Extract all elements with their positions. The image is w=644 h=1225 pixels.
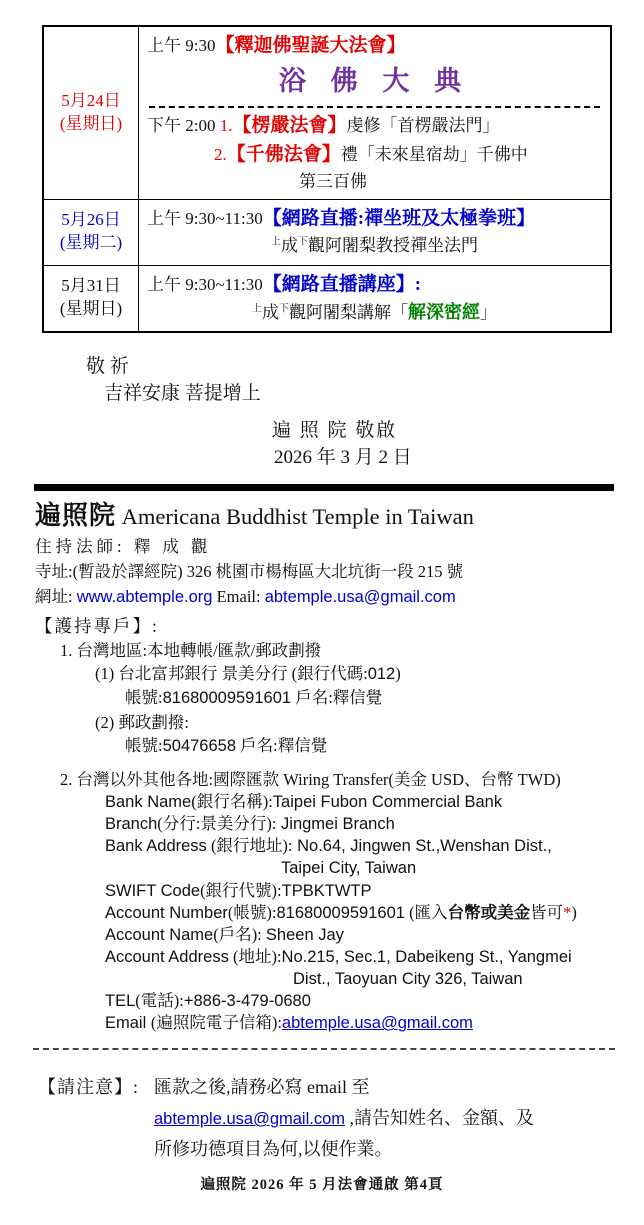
temple-info-block [35,499,644,610]
text-segment: 012 [367,665,396,683]
closing-block [86,353,644,472]
temple-web-email [35,585,644,610]
text-segment: Taipei Fubon Commercial Bank [272,793,503,812]
text-segment: 住持法師: 釋 成 觀 [35,537,212,557]
text-segment: Taipei City, Taiwan [281,859,417,878]
account-number-line [105,902,644,924]
text-segment: Branch [105,815,158,834]
text-segment: Account Address [105,947,229,966]
date-text: 5月31日 [61,276,121,296]
table-row [44,265,610,331]
date-cell [44,200,139,265]
text-segment: 寺址:(暫設於譯經院) 326 桃園市楊梅區大北坑街一段 215 號 [35,562,464,582]
date-cell [44,266,139,331]
swift-code-line [105,880,644,902]
text-segment: Dist., Taoyuan City 326, Taiwan [293,969,523,988]
text-segment: Email: [212,586,265,606]
text-segment: 上午 9:30~11:30 [147,274,263,294]
text-segment: Account Name [105,925,214,944]
text-segment: 遍 照 院 敬啟 [272,419,398,441]
closing-line [104,380,644,408]
notice-label [38,1072,154,1164]
event-line [147,271,602,300]
text-segment: 50476658 [162,737,237,756]
text-segment: (2) 郵政劃撥: [95,712,189,732]
text-segment: 1. [219,116,233,135]
text-segment: 浴 佛 大 典 [278,65,471,96]
text-segment: 虔修「首楞嚴法門」 [346,116,500,135]
event-line [147,112,602,141]
text-segment: 下 [279,303,289,315]
text-segment: Americana Buddhist Temple in Taiwan [116,503,474,529]
donation-heading [35,614,644,639]
text-segment: 」 [480,303,497,322]
text-segment: 戶名:釋信覺 [236,736,328,756]
double-rule-divider [34,484,614,491]
text-segment: Bank Address [105,837,207,856]
text-segment: (銀行代號): [200,880,282,900]
text-segment: (匯入 [404,902,448,922]
text-segment: TEL [105,992,136,1011]
text-segment: 所修功德項目為何,以便作業。 [154,1138,393,1159]
text-segment: Account Number [105,903,228,922]
tel-line [105,990,644,1012]
text-segment: 上午 9:30~11:30 [147,208,263,228]
donation-accounts-block [35,614,644,1035]
event-cell [139,266,610,331]
event-line [147,61,602,102]
text-segment: (戶名): [213,924,266,944]
text-segment: (地址): [228,946,282,966]
date-line [274,444,644,472]
text-segment: 解深密經 [408,302,480,322]
donation-item [60,768,644,791]
account-name-line [105,924,644,946]
text-segment: ,請告知姓名、金額、及 [345,1107,534,1128]
text-segment: 2. [214,144,227,164]
event-cell [139,200,610,265]
email-link[interactable]: abtemple.usa@gmail.com [264,587,456,606]
text-segment: (銀行名稱): [191,792,273,812]
text-segment: (遍照院電子信箱): [150,1013,282,1033]
dashed-divider [33,1048,615,1050]
text-segment: 上 [252,303,262,315]
text-segment: 1. 台灣地區:本地轉帳/匯款/郵政劃撥 [60,640,322,660]
text-segment: 【千佛法會】 [226,143,341,165]
donation-item [95,711,644,734]
text-segment: 下午 2:00 [147,116,220,135]
text-segment: 2026 年 3 月 2 日 [274,447,412,469]
text-segment: 吉祥安康 菩提增上 [104,383,261,405]
text-segment: 禮「未來星宿劫」千佛中 [340,144,528,164]
text-segment: 【楞嚴法會】 [232,115,347,136]
closing-line [86,353,644,381]
event-line [214,141,602,170]
text-segment: 台幣或美金 [447,902,531,922]
text-segment: 遍照院 2026 年 5 月法會通啟 第4頁 [200,1177,444,1193]
date-text: (星期日) [59,299,123,318]
date-text: 5月24日 [61,90,121,110]
bank-name-line [105,791,644,813]
email-line [105,1012,644,1034]
text-segment: 網址: [35,586,77,606]
notice-body [154,1072,594,1164]
text-segment: Sheen Jay [265,925,344,944]
account-number-line [125,734,644,758]
text-segment: (帳號): [227,902,277,922]
text-segment: * [563,902,572,922]
bank-address-line [281,857,644,879]
table-row [44,27,610,199]
text-segment: 匯款之後,請務必寫 email 至 [154,1077,370,1098]
temple-address [35,560,644,585]
text-segment: No.64, Jingwen St.,Wenshan Dist., [292,837,552,856]
notice-line [154,1103,594,1134]
table-row [44,199,610,265]
text-segment: 皆可 [530,902,564,922]
date-text: (星期二) [59,233,123,252]
notice-line [154,1072,594,1103]
account-number-line [125,686,644,710]
signature-line [272,417,644,445]
branch-line [105,813,644,835]
event-line [147,299,602,326]
website-link[interactable]: www.abtemple.org [76,587,213,606]
text-segment: No.215, Sec.1, Dabeikeng St., Yangmei [281,947,572,966]
page-footer [0,1173,644,1194]
dashed-divider [149,106,600,108]
event-line [147,205,602,234]
text-segment: (1) 台北富邦銀行 景美分行 (銀行代碼: [95,664,368,683]
email-link[interactable]: abtemple.usa@gmail.com [154,1109,345,1128]
donation-item [95,662,644,686]
text-segment: Bank Name [105,793,192,812]
text-segment: 觀阿闍梨教授禪坐法門 [308,236,478,255]
schedule-table [42,25,612,333]
text-segment: ) [571,902,577,922]
date-cell [44,27,139,199]
donation-item [60,639,644,662]
text-segment: 敬 祈 [86,355,129,377]
text-segment: 上 [271,236,281,248]
account-address-line [105,946,644,968]
text-segment: TPBKTWTP [281,881,372,900]
bank-address-line [105,835,644,857]
text-segment: 【護持專戶】: [35,615,159,636]
text-segment: 81680009591601 [162,689,292,708]
event-line [147,233,602,259]
event-line [299,169,602,195]
text-segment: 成 [262,303,279,322]
text-segment: (銀行地址): [206,836,293,856]
date-text: (星期日) [59,113,123,133]
event-line [147,32,602,61]
text-segment: 戶名:釋信覺 [291,688,383,708]
text-segment: (分行:景美分行): [157,814,277,834]
text-segment: 【請注意】: [38,1077,140,1098]
account-address-line [293,968,644,990]
text-segment: 2. 台灣以外其他各地:國際匯款 Wiring Transfer(美金 USD、台幣 TWD) [60,769,561,789]
text-segment: 帳號: [125,688,163,708]
text-segment: (電話): [135,991,184,1011]
text-segment: 第三百佛 [299,172,367,191]
text-segment: 成 [281,236,298,255]
event-cell [139,27,610,199]
text-segment: SWIFT Code [105,881,201,900]
text-segment: +886-3-479-0680 [183,992,311,1011]
date-text: 5月26日 [61,210,121,230]
text-segment: Jingmei Branch [276,815,395,834]
email-link[interactable]: abtemple.usa@gmail.com [281,1014,473,1033]
text-segment: 遍照院 [35,500,117,530]
text-segment: Email [105,1014,151,1033]
text-segment: 【網路直播講座】: [262,273,422,295]
text-segment: 上午 9:30 [147,36,216,55]
text-segment: 下 [298,236,308,248]
text-segment: 81680009591601 [276,903,405,922]
abbot-line [35,535,644,560]
text-segment: 帳號: [125,736,163,756]
text-segment: 【網路直播:禪坐班及太極拳班】 [262,207,536,229]
temple-title [35,499,644,533]
notice-block [38,1072,644,1164]
text-segment: 觀阿闍梨講解「 [289,303,408,322]
notice-line [154,1134,594,1165]
text-segment: ) [395,664,401,683]
text-segment: 【釋迦佛聖誕大法會】 [215,35,406,56]
